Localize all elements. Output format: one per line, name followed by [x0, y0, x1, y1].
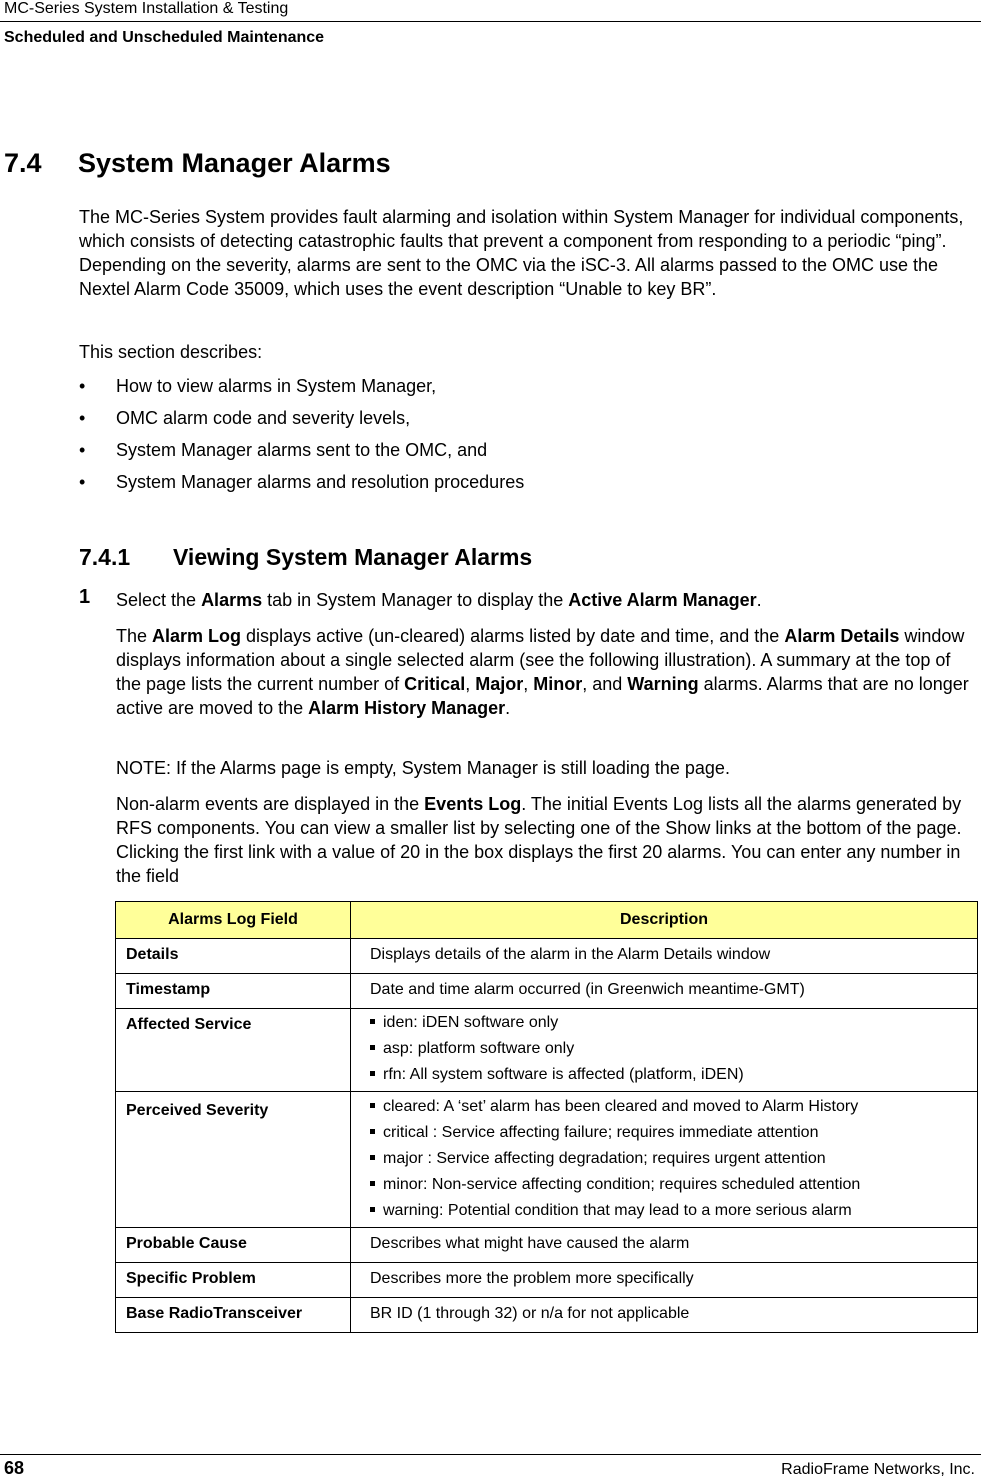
- step-number: 1: [79, 586, 91, 608]
- table-row: [116, 1009, 978, 1092]
- header-divider: [0, 21, 981, 22]
- list-item: critical : Service affecting failure; requires immediate attention: [370, 1123, 977, 1149]
- list-item: asp: platform software only: [370, 1039, 977, 1065]
- square-bullet-icon: [370, 1155, 375, 1160]
- description-cell: [351, 1092, 978, 1228]
- bullet-icon: •: [79, 472, 86, 492]
- table-row: [116, 1228, 978, 1263]
- table-header-row: [116, 902, 978, 939]
- field-cell: Base RadioTransceiver: [116, 1298, 351, 1333]
- list-item: • OMC alarm code and severity levels,: [79, 408, 411, 428]
- list-item: warning: Potential condition that may lead to a more serious alarm: [370, 1201, 977, 1227]
- field-cell: Probable Cause: [116, 1228, 351, 1263]
- square-bullet-icon: [370, 1103, 375, 1108]
- section-describes-label: This section describes:: [79, 342, 263, 362]
- square-bullet-icon: [370, 1019, 375, 1024]
- list-item: iden: iDEN software only: [370, 1013, 977, 1039]
- table-row: [116, 1298, 978, 1333]
- description-cell: Describes what might have caused the alarm: [351, 1228, 978, 1263]
- bullet-icon: •: [79, 376, 86, 396]
- company-name: RadioFrame Networks, Inc.: [781, 1461, 975, 1478]
- page-number: 68: [4, 1458, 25, 1478]
- section-intro-paragraph: The MC-Series System provides fault alarming and isolation within System Manager for individual components, which consists of detecting catastrophic faults that prevent a component from responding to a periodic “ping”. Depending on the severity, alarms are sent to the OMC via the iSC-3. All alarms passed to the OMC use the Nextel Alarm Code 35009, which uses the event description “Unable to key BR”.: [79, 207, 964, 299]
- square-bullet-icon: [370, 1181, 375, 1186]
- list-item: • How to view alarms in System Manager,: [79, 376, 437, 396]
- field-cell: Perceived Severity: [116, 1092, 351, 1228]
- running-header-chapter: Scheduled and Unscheduled Maintenance: [4, 29, 325, 46]
- alarm-log-paragraph: The Alarm Log displays active (un-cleared) alarms listed by date and time, and the Alarm Details window displays information about a single selected alarm (see the following illustration). A summary at the top of the page lists the current number of Critical, Major, Minor, and Warning alarms. Alarms that are no longer active are moved to the Alarm History Manager.: [116, 626, 969, 718]
- field-cell: Specific Problem: [116, 1263, 351, 1298]
- table-row: [116, 974, 978, 1009]
- subsection-heading: [79, 544, 532, 571]
- subsection-title: Viewing System Manager Alarms: [173, 544, 533, 570]
- description-cell: [351, 1009, 978, 1092]
- list-item: minor: Non-service affecting condition; requires scheduled attention: [370, 1175, 977, 1201]
- description-cell: BR ID (1 through 32) or n/a for not applicable: [351, 1298, 978, 1333]
- list-item: cleared: A ‘set’ alarm has been cleared and moved to Alarm History: [370, 1097, 977, 1123]
- step-1-text: Select the Alarms tab in System Manager to display the Active Alarm Manager.: [116, 590, 762, 610]
- section-title: System Manager Alarms: [78, 148, 391, 178]
- column-header-description: Description: [351, 902, 978, 939]
- section-number: 7.4: [4, 148, 42, 178]
- alarms-log-table: [115, 901, 978, 1333]
- footer-divider: [0, 1454, 981, 1455]
- square-bullet-icon: [370, 1045, 375, 1050]
- list-item: • System Manager alarms and resolution procedures: [79, 472, 525, 492]
- events-log-paragraph: Non-alarm events are displayed in the Events Log. The initial Events Log lists all the alarms generated by RFS components. You can view a smaller list by selecting one of the Show links at the bottom of the page. Clicking the first link with a value of 20 in the box displays the first 20 alarms. You can enter any number in the field: [116, 794, 962, 886]
- section-topic-list: [79, 374, 524, 502]
- field-cell: Affected Service: [116, 1009, 351, 1092]
- list-item: major : Service affecting degradation; requires urgent attention: [370, 1149, 977, 1175]
- bullet-icon: •: [79, 440, 86, 460]
- description-cell: Displays details of the alarm in the Alarm Details window: [351, 939, 978, 974]
- table-row: [116, 939, 978, 974]
- bullet-icon: •: [79, 408, 86, 428]
- table-row: [116, 1092, 978, 1228]
- list-item: rfn: All system software is affected (platform, iDEN): [370, 1065, 977, 1091]
- description-cell: Date and time alarm occurred (in Greenwich meantime-GMT): [351, 974, 978, 1009]
- note-text: NOTE: If the Alarms page is empty, System Manager is still loading the page.: [116, 758, 730, 778]
- square-bullet-icon: [370, 1129, 375, 1134]
- list-item: • System Manager alarms sent to the OMC, and: [79, 440, 488, 460]
- field-cell: Details: [116, 939, 351, 974]
- running-header-title: MC-Series System Installation & Testing: [4, 0, 289, 17]
- square-bullet-icon: [370, 1207, 375, 1212]
- table-row: [116, 1263, 978, 1298]
- column-header-field: Alarms Log Field: [116, 902, 351, 939]
- description-cell: Describes more the problem more specifically: [351, 1263, 978, 1298]
- section-heading: [4, 148, 391, 179]
- square-bullet-icon: [370, 1071, 375, 1076]
- field-cell: Timestamp: [116, 974, 351, 1009]
- subsection-number: 7.4.1: [79, 544, 131, 570]
